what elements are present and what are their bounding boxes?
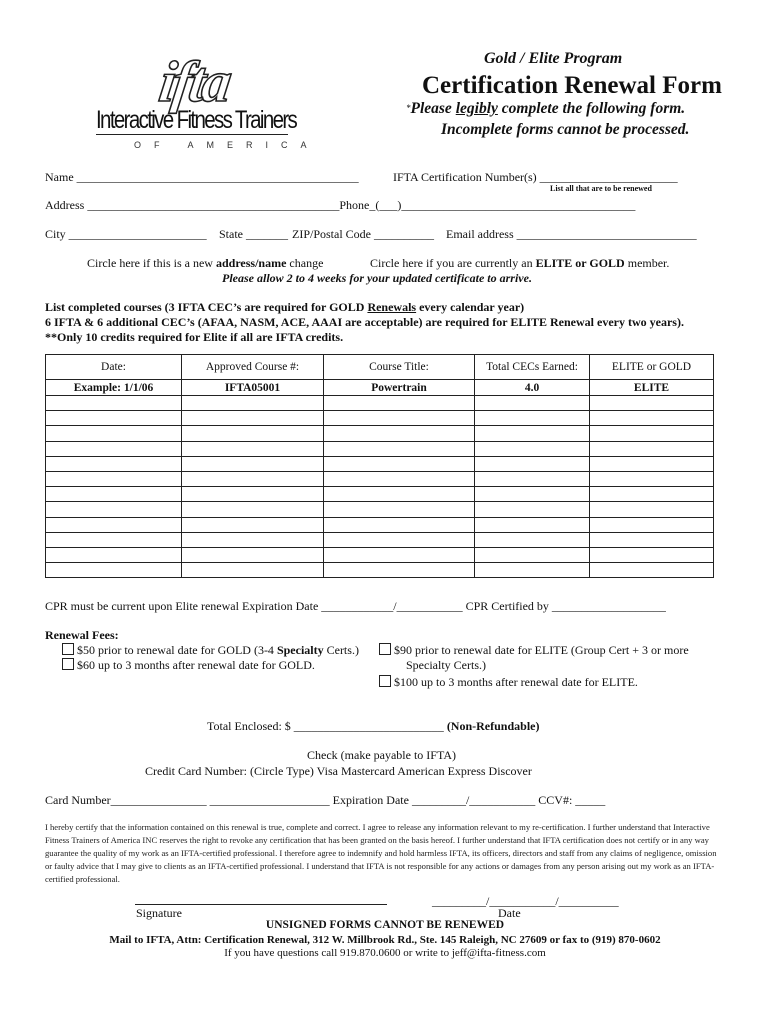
logo-tagline: OF AMERICA xyxy=(134,140,320,150)
note-star: * xyxy=(406,103,411,113)
table-cell[interactable] xyxy=(475,456,590,471)
table-cell[interactable] xyxy=(324,502,475,517)
address-option-pre: Circle here if this is a new xyxy=(87,256,216,270)
non-refundable-note: (Non-Refundable) xyxy=(446,719,540,733)
table-cell[interactable] xyxy=(475,532,590,547)
page-title: Certification Renewal Form xyxy=(422,72,722,99)
member-option-post: member. xyxy=(624,256,670,270)
card-type-line[interactable]: Credit Card Number: (Circle Type) Visa Mastercard American Express Discover xyxy=(145,764,532,778)
cert-number-hint: List all that are to be renewed xyxy=(550,184,652,193)
table-cell[interactable] xyxy=(182,441,324,456)
table-cell[interactable] xyxy=(182,487,324,502)
table-cell[interactable] xyxy=(324,441,475,456)
logo-divider xyxy=(96,134,288,135)
table-cell[interactable] xyxy=(182,426,324,441)
checkbox[interactable] xyxy=(379,675,391,687)
table-cell[interactable] xyxy=(182,547,324,562)
certification-statement: I hereby certify that the information contained on this renewal is true, complete and correct. I agree to release any information relevant to my re-certification. I further understand that Interactive Fitness Trainers of America INC reserves the right to revoke any certification that has been granted on the basis hereof. I further understand that IFTA certification does not certify or in any way guarantee the quality of my work as an IFTA-certified professional. I therefore agree to indemnify and hold harmless IFTA, its officers, directors and staff from any claims of negligence, omission or faulty advice that I may give to clients as an IFTA-certified professional. I understand that IFTA is not responsible for any actions or damages from any person arising out my work as an IFTA-certified professional. xyxy=(45,822,717,885)
courses-table xyxy=(45,354,714,578)
fee-gold-prior[interactable] xyxy=(62,643,359,658)
card-number-field[interactable]: Card Number________________ ____________________ Expiration Date _________/___________ CCV#: _____ xyxy=(45,793,606,807)
table-cell[interactable] xyxy=(324,471,475,486)
cert-number-field[interactable]: IFTA Certification Number(s) _______________________ xyxy=(393,170,678,184)
address-phone-field[interactable]: Address __________________________________________Phone_(___)_______________________________________ xyxy=(45,198,636,212)
table-header-row xyxy=(46,355,714,380)
table-cell[interactable] xyxy=(324,411,475,426)
table-cell[interactable] xyxy=(475,441,590,456)
table-row xyxy=(46,532,714,547)
mailing-address: Mail to IFTA, Attn: Certification Renewal, 312 W. Millbrook Rd., Ste. 145 Raleigh, NC 27609 or fax to (919) 870-0602 xyxy=(109,934,661,946)
zip-field[interactable]: ZIP/Postal Code __________ xyxy=(292,227,435,241)
table-cell[interactable] xyxy=(182,471,324,486)
table-example-row xyxy=(46,380,714,396)
example-cell: IFTA05001 xyxy=(182,380,324,396)
table-row xyxy=(46,547,714,562)
table-cell[interactable] xyxy=(46,411,182,426)
table-cell[interactable] xyxy=(475,487,590,502)
table-cell[interactable] xyxy=(324,547,475,562)
table-cell[interactable] xyxy=(324,532,475,547)
table-header-cell: ELITE or GOLD xyxy=(590,355,714,380)
instructions-line1-post: every calendar year) xyxy=(416,300,525,314)
table-cell[interactable] xyxy=(46,563,182,578)
table-row xyxy=(46,471,714,486)
example-cell: Example: 1/1/06 xyxy=(46,380,182,396)
table-cell[interactable] xyxy=(590,563,714,578)
table-cell[interactable] xyxy=(46,396,182,411)
table-cell[interactable] xyxy=(590,456,714,471)
table-row xyxy=(46,563,714,578)
check-option[interactable]: Check (make payable to IFTA) xyxy=(307,748,456,762)
table-cell[interactable] xyxy=(475,471,590,486)
table-cell[interactable] xyxy=(46,547,182,562)
table-cell[interactable] xyxy=(182,532,324,547)
table-row xyxy=(46,441,714,456)
member-status-option[interactable] xyxy=(370,256,669,271)
table-cell[interactable] xyxy=(475,547,590,562)
instructions-line2: 6 IFTA & 6 additional CEC’s (AFAA, NASM, ACE, AAAI are acceptable) are required for ELITE Renewal every two years). xyxy=(45,315,684,329)
table-cell[interactable] xyxy=(46,471,182,486)
fee-elite-prior-label: $90 prior to renewal date for ELITE (Group Cert + 3 or more xyxy=(394,643,689,657)
new-address-option[interactable] xyxy=(87,256,323,271)
table-cell[interactable] xyxy=(182,563,324,578)
table-row xyxy=(46,456,714,471)
table-cell[interactable] xyxy=(324,517,475,532)
table-cell[interactable] xyxy=(475,517,590,532)
address-option-emph: address/name xyxy=(215,256,287,270)
city-field[interactable]: City _______________________ xyxy=(45,227,207,241)
table-cell[interactable] xyxy=(182,517,324,532)
table-row xyxy=(46,517,714,532)
table-cell[interactable] xyxy=(475,502,590,517)
table-cell[interactable] xyxy=(590,487,714,502)
checkbox[interactable] xyxy=(62,643,74,655)
table-cell[interactable] xyxy=(475,563,590,578)
table-cell[interactable] xyxy=(590,396,714,411)
table-cell[interactable] xyxy=(182,502,324,517)
table-row xyxy=(46,411,714,426)
fee-elite-late-label: $100 up to 3 months after renewal date for ELITE. xyxy=(394,675,638,689)
table-cell[interactable] xyxy=(590,441,714,456)
table-cell[interactable] xyxy=(182,396,324,411)
note-emph: legibly xyxy=(455,100,498,117)
table-cell[interactable] xyxy=(590,532,714,547)
fee-gold-prior-emph: Specialty xyxy=(276,643,324,657)
program-title: Gold / Elite Program xyxy=(484,50,623,67)
contact-info: If you have questions call 919.870.0600 or write to jeff@ifta-fitness.com xyxy=(224,947,546,959)
table-header-cell: Date: xyxy=(46,355,182,380)
table-cell[interactable] xyxy=(590,411,714,426)
table-cell[interactable] xyxy=(475,396,590,411)
instructions-line3: **Only 10 credits required for Elite if all are IFTA credits. xyxy=(45,330,344,344)
table-row xyxy=(46,487,714,502)
date-field[interactable]: _________/___________/__________ xyxy=(432,894,619,908)
unsigned-warning: UNSIGNED FORMS CANNOT BE RENEWED xyxy=(265,919,505,931)
cpr-line[interactable]: CPR must be current upon Elite renewal Expiration Date ____________/___________ CPR Certified by ___________________ xyxy=(45,599,666,613)
example-cell: Powertrain xyxy=(324,380,475,396)
fee-gold-late[interactable] xyxy=(62,658,315,673)
instructions-line1-pre: List completed courses (3 IFTA CEC’s are required for GOLD xyxy=(45,300,368,314)
table-cell[interactable] xyxy=(182,456,324,471)
table-row xyxy=(46,396,714,411)
fee-gold-prior-pre: $50 prior to renewal date for GOLD (3-4 xyxy=(77,643,277,657)
signature-line[interactable] xyxy=(135,904,387,905)
member-option-pre: Circle here if you are currently an xyxy=(370,256,536,270)
table-cell[interactable] xyxy=(46,426,182,441)
note-pre: Please xyxy=(410,100,456,117)
table-cell[interactable] xyxy=(46,532,182,547)
form-note xyxy=(406,100,685,118)
table-cell[interactable] xyxy=(475,411,590,426)
logo-name: Interactive Fitness Trainers xyxy=(96,106,297,134)
table-cell[interactable] xyxy=(475,426,590,441)
table-cell[interactable] xyxy=(324,487,475,502)
table-row xyxy=(46,502,714,517)
name-field[interactable]: Name _______________________________________________ xyxy=(45,170,359,184)
fee-gold-late-label: $60 up to 3 months after renewal date for GOLD. xyxy=(77,658,315,672)
example-cell: 4.0 xyxy=(475,380,590,396)
total-enclosed-label: Total Enclosed: $ _________________________ xyxy=(207,719,447,733)
signature-label: Signature xyxy=(136,906,182,920)
table-cell[interactable] xyxy=(182,411,324,426)
instructions-line1-emph: Renewals xyxy=(367,300,417,314)
form-note-line2: Incomplete forms cannot be processed. xyxy=(441,121,690,138)
table-header-cell: Approved Course #: xyxy=(182,355,324,380)
table-cell[interactable] xyxy=(590,517,714,532)
fees-heading: Renewal Fees: xyxy=(45,628,119,642)
member-option-emph: ELITE or GOLD xyxy=(535,256,625,270)
fee-elite-prior-cont: Specialty Certs.) xyxy=(406,658,486,672)
table-header-cell: Total CECs Earned: xyxy=(475,355,590,380)
note-post: complete the following form. xyxy=(497,100,686,117)
table-row xyxy=(46,426,714,441)
table-cell[interactable] xyxy=(324,456,475,471)
table-cell[interactable] xyxy=(46,502,182,517)
fee-elite-late[interactable] xyxy=(379,675,638,690)
fee-elite-prior[interactable] xyxy=(379,643,689,658)
checkbox[interactable] xyxy=(62,658,74,670)
example-cell: ELITE xyxy=(590,380,714,396)
processing-note: Please allow 2 to 4 weeks for your updated certificate to arrive. xyxy=(222,271,532,285)
table-cell[interactable] xyxy=(324,563,475,578)
email-field[interactable]: Email address ______________________________ xyxy=(446,227,697,241)
table-header-cell: Course Title: xyxy=(324,355,475,380)
table-cell[interactable] xyxy=(46,487,182,502)
table-cell[interactable] xyxy=(590,426,714,441)
fee-gold-prior-post: Certs.) xyxy=(323,643,359,657)
date-label: Date xyxy=(498,906,521,920)
table-cell[interactable] xyxy=(46,517,182,532)
table-cell[interactable] xyxy=(46,456,182,471)
table-cell[interactable] xyxy=(324,396,475,411)
logo-mark: ifta xyxy=(155,49,234,114)
address-option-post: change xyxy=(286,256,324,270)
checkbox[interactable] xyxy=(379,643,391,655)
total-enclosed-field[interactable] xyxy=(207,719,539,734)
instructions-line1 xyxy=(45,300,524,315)
table-cell[interactable] xyxy=(324,426,475,441)
table-cell[interactable] xyxy=(590,547,714,562)
state-field[interactable]: State _______ xyxy=(219,227,288,241)
table-cell[interactable] xyxy=(590,471,714,486)
table-cell[interactable] xyxy=(46,441,182,456)
table-cell[interactable] xyxy=(590,502,714,517)
